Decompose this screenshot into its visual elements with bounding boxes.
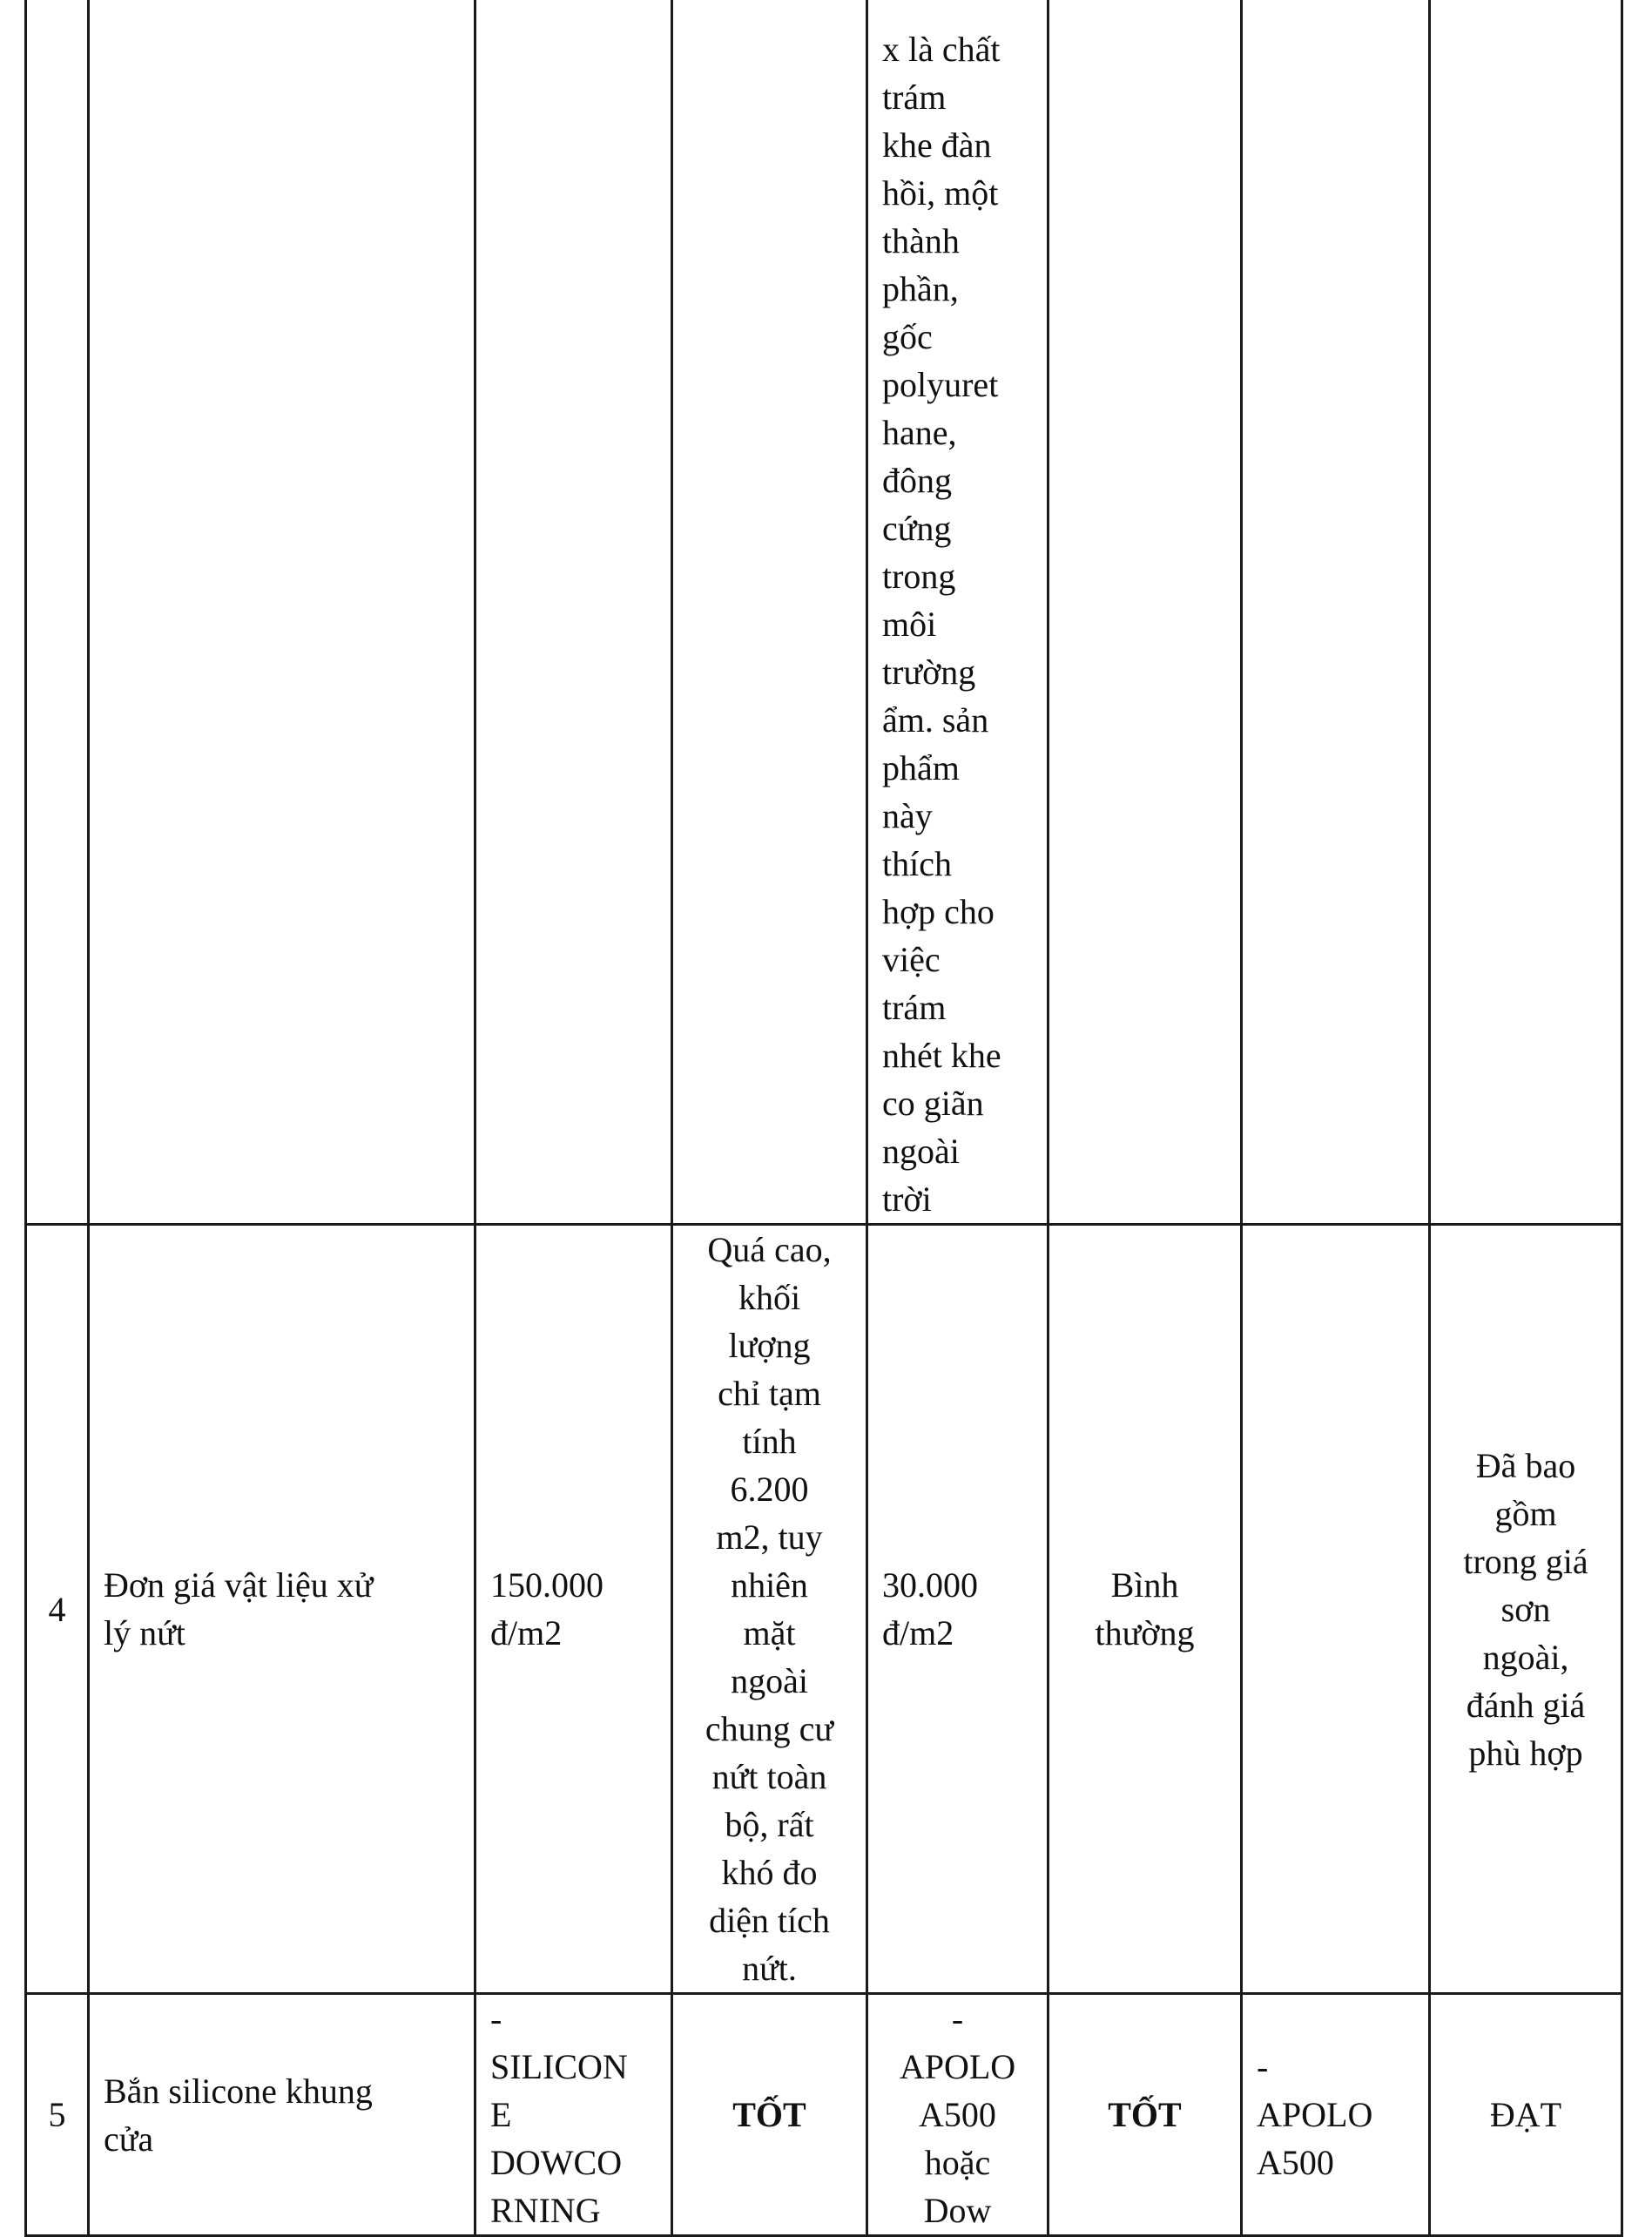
- contractor-value-cell: 150.000 đ/m2: [475, 1225, 672, 1994]
- table-row: [26, 0, 1622, 1225]
- proposal-assessment-cell: Bình thường: [1049, 1225, 1242, 1994]
- conclusion-cell: ĐẠT: [1430, 1994, 1622, 2236]
- contractor-value-cell: [475, 0, 672, 1225]
- table-row: [26, 1225, 1622, 1994]
- stt-cell: 4: [26, 1225, 89, 1994]
- contractor-assessment-cell: [672, 0, 867, 1225]
- stt-cell: [26, 0, 89, 1225]
- item-cell: Bắn silicone khung cửa: [89, 1994, 475, 2236]
- proposal-assessment-cell: [1049, 0, 1242, 1225]
- evaluation-table: [24, 0, 1623, 2237]
- approved-value-cell: [1242, 1225, 1430, 1994]
- contractor-assessment-cell: Quá cao, khối lượng chỉ tạm tính 6.200 m2, tuy nhiên mặt ngoài chung cư nứt toàn bộ, rất khó đo diện tích nứt.: [672, 1225, 867, 1994]
- contractor-assessment-cell: TỐT: [672, 1994, 867, 2236]
- item-cell: [89, 0, 475, 1225]
- proposal-value-cell: - APOLO A500 hoặc Dow: [867, 1994, 1049, 2236]
- contractor-value-cell: - SILICON E DOWCO RNING: [475, 1994, 672, 2236]
- proposal-value-cell: x là chất trám khe đàn hồi, một thành phần, gốc polyuret hane, đông cứng trong môi trường ẩm. sản phẩm này thích hợp cho việc trám nhét khe co giãn ngoài trời: [867, 0, 1049, 1225]
- table-row: [26, 1994, 1622, 2236]
- proposal-assessment-cell: TỐT: [1049, 1994, 1242, 2236]
- approved-value-cell: [1242, 0, 1430, 1225]
- conclusion-cell: [1430, 0, 1622, 1225]
- approved-value-cell: - APOLO A500: [1242, 1994, 1430, 2236]
- proposal-value-cell: 30.000 đ/m2: [867, 1225, 1049, 1994]
- stt-cell: 5: [26, 1994, 89, 2236]
- conclusion-cell: Đã bao gồm trong giá sơn ngoài, đánh giá phù hợp: [1430, 1225, 1622, 1994]
- item-cell: Đơn giá vật liệu xử lý nứt: [89, 1225, 475, 1994]
